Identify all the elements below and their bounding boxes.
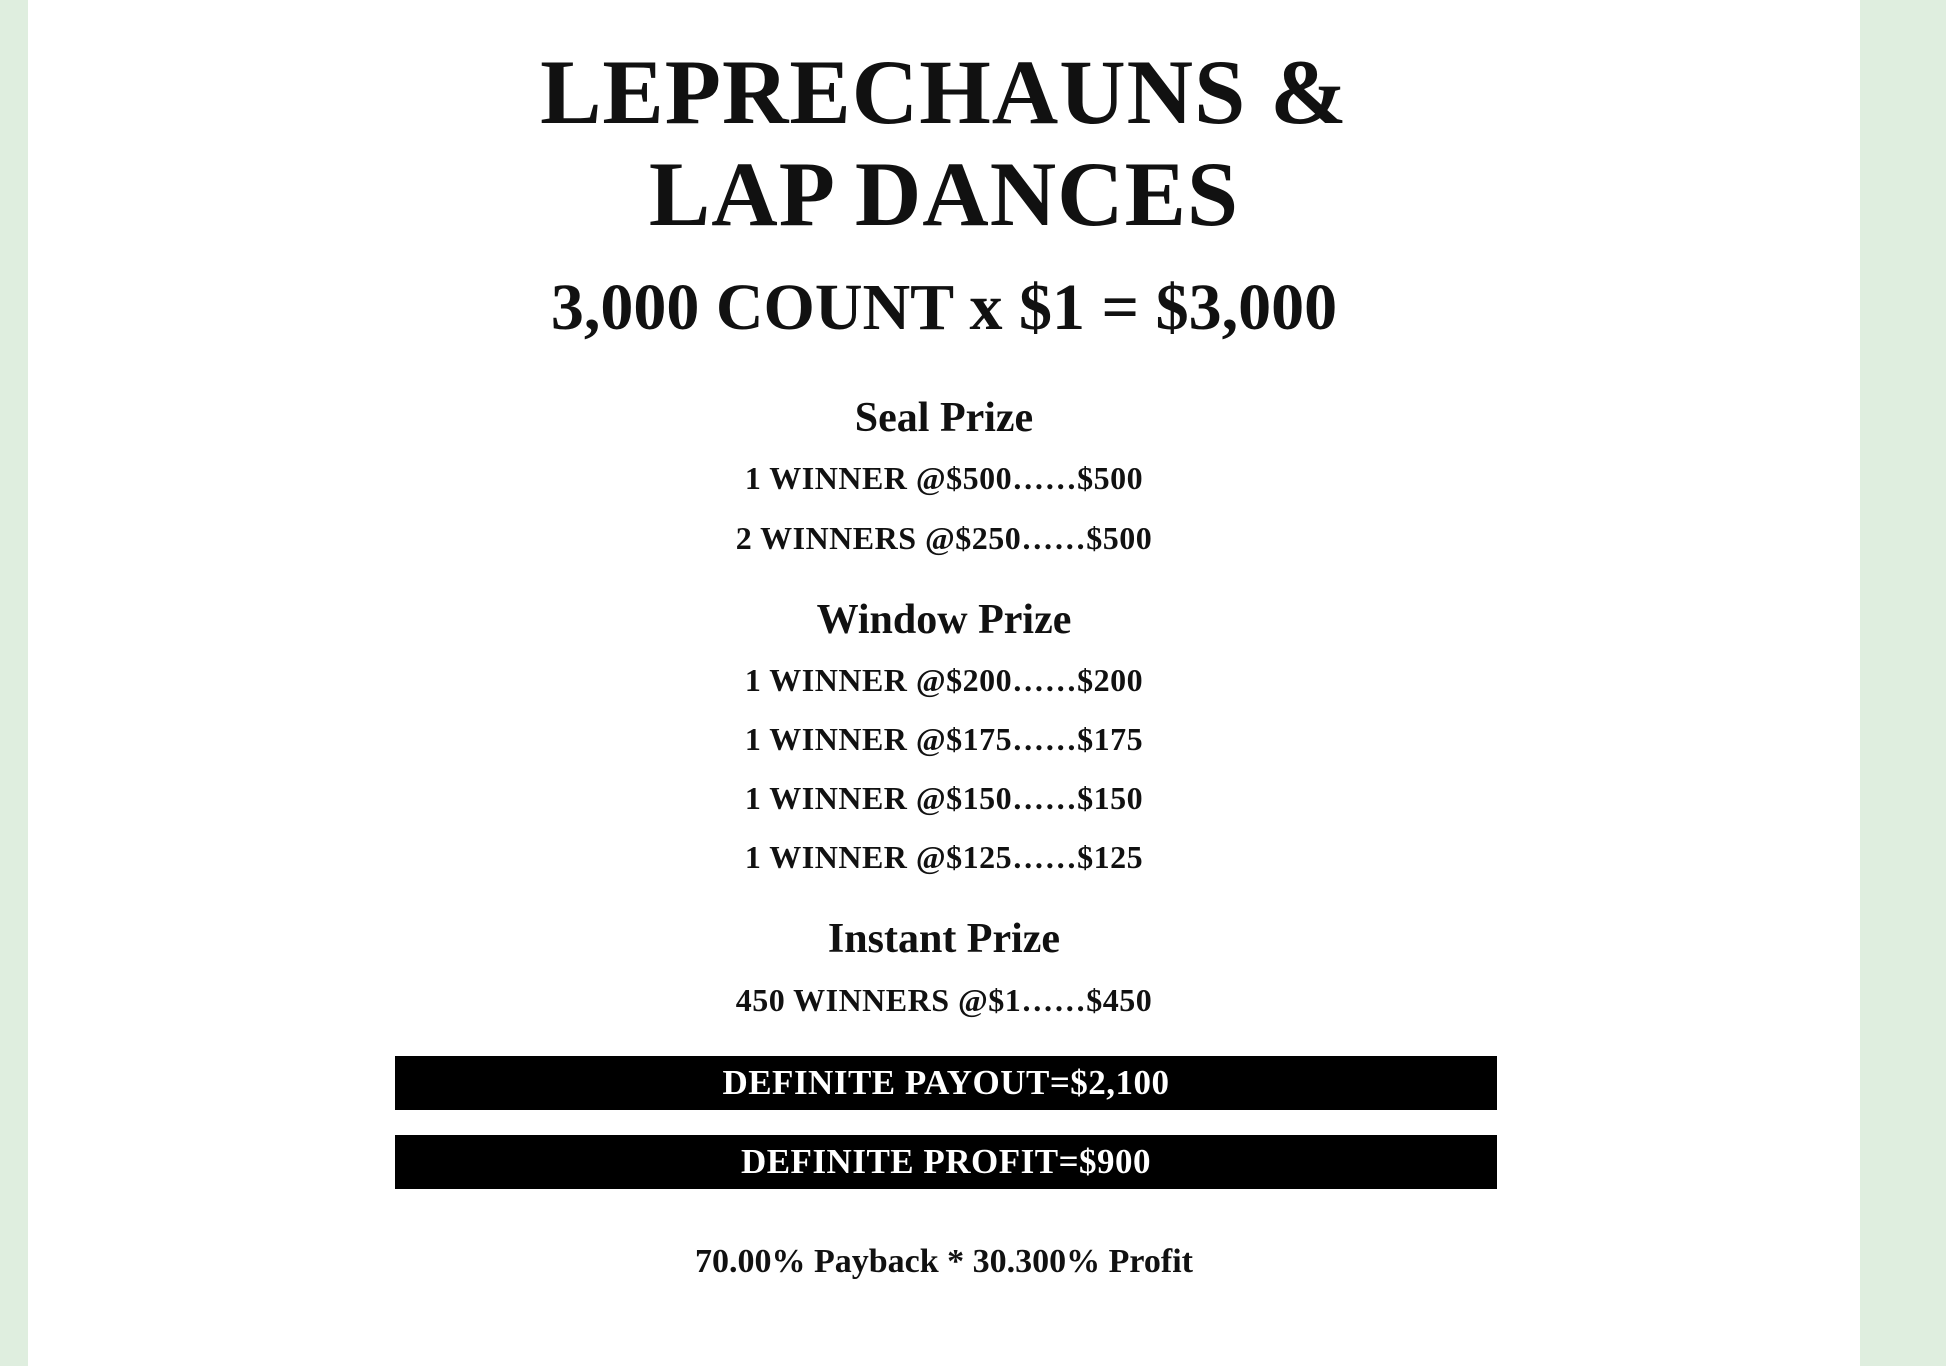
window-prize-line: 1 WINNER @$125……$125: [744, 839, 1144, 875]
window-prize-line: 1 WINNER @$200……$200: [744, 662, 1144, 698]
count-equation: 3,000 COUNT x $1 = $3,000: [550, 271, 1338, 344]
instant-prize-heading: Instant Prize: [827, 916, 1061, 962]
document-sheet: [28, 0, 1860, 1366]
window-prize-line: 1 WINNER @$150……$150: [744, 780, 1144, 816]
window-prize-line: 1 WINNER @$175……$175: [744, 721, 1144, 757]
title-line-2: LAP DANCES: [648, 143, 1240, 245]
definite-payout-bar: DEFINITE PAYOUT=$2,100: [395, 1056, 1497, 1110]
title-line-1: LEPRECHAUNS &: [540, 41, 1348, 143]
seal-prize-line: 2 WINNERS @$250……$500: [735, 520, 1153, 556]
flyer-content: [28, 0, 1860, 1366]
definite-profit-bar: DEFINITE PROFIT=$900: [395, 1135, 1497, 1189]
instant-prize-line: 450 WINNERS @$1……$450: [735, 982, 1153, 1018]
seal-prize-line: 1 WINNER @$500……$500: [744, 460, 1144, 496]
payback-profit-footer: 70.00% Payback * 30.300% Profit: [694, 1243, 1193, 1280]
window-prize-heading: Window Prize: [816, 597, 1072, 643]
seal-prize-heading: Seal Prize: [854, 395, 1034, 441]
